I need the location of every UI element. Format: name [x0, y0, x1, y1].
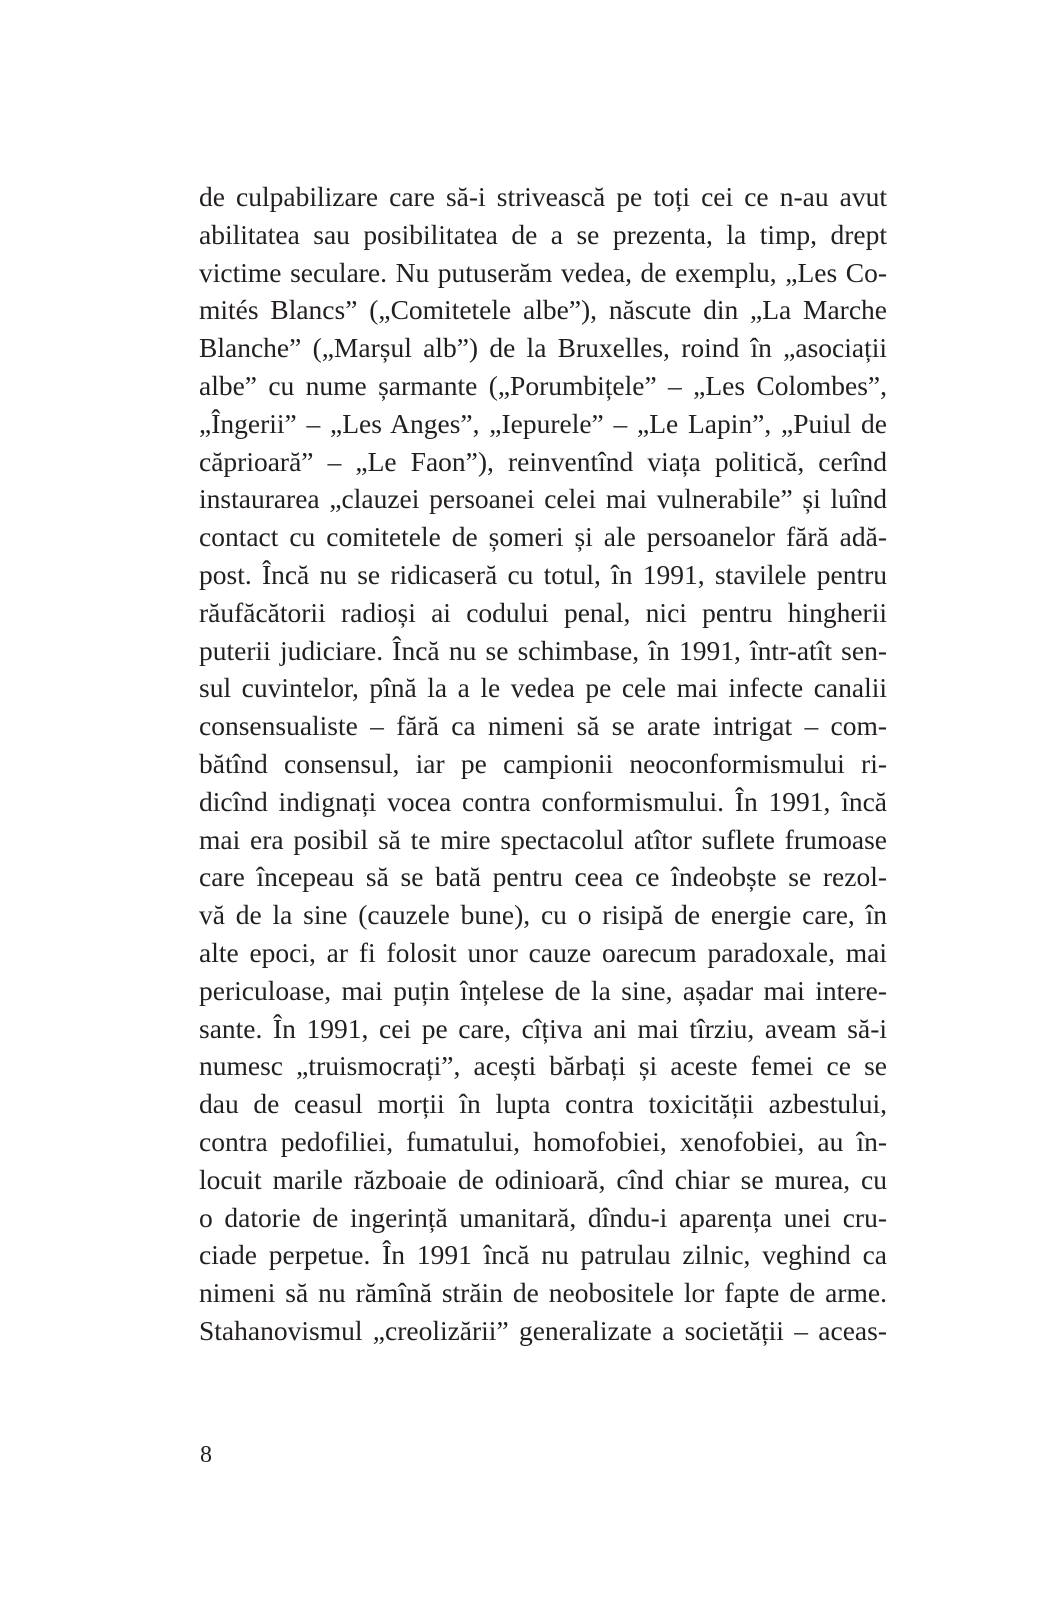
- text-line: nimeni să nu rămînă străin de neobositele lor fapte de arme.: [199, 1277, 887, 1309]
- text-line: locuit marile războaie de odinioară, cînd chiar se murea, cu: [199, 1163, 887, 1195]
- page-number: 8: [200, 1442, 212, 1468]
- text-line: sante. În 1991, cei pe care, cîțiva ani mai tîrziu, aveam să-i: [199, 1012, 887, 1044]
- text-line: contra pedofiliei, fumatului, homofobiei, xenofobiei, au în-: [199, 1125, 887, 1157]
- text-line: abilitatea sau posibilitatea de a se prezenta, la timp, drept: [199, 218, 887, 250]
- text-line: consensualiste – fără ca nimeni să se arate intrigat – com-: [199, 710, 887, 742]
- text-line: căprioară” – „Le Faon”), reinventînd viața politică, cerînd: [199, 445, 887, 477]
- text-line: Blanche” („Marșul alb”) de la Bruxelles, roind în „asociații: [199, 332, 887, 364]
- text-line: dicînd indignați vocea contra conformismului. În 1991, încă: [199, 785, 887, 817]
- text-line: vă de la sine (cauzele bune), cu o risipă de energie care, în: [199, 899, 887, 931]
- text-line: „Îngerii” – „Les Anges”, „Iepurele” – „Le Lapin”, „Puiul de: [199, 407, 887, 439]
- text-line: albe” cu nume șarmante („Porumbițele” – „Les Colombes”,: [199, 369, 887, 401]
- body-text: [199, 178, 887, 1350]
- text-line: alte epoci, ar fi folosit unor cauze oarecum paradoxale, mai: [199, 936, 887, 968]
- text-line: post. Încă nu se ridicaseră cu totul, în 1991, stavilele pentru: [199, 558, 887, 590]
- text-line: Stahanovismul „creolizării” generalizate a societății – aceas-: [199, 1314, 887, 1346]
- text-line: victime seculare. Nu putuserăm vedea, de exemplu, „Les Co-: [199, 256, 887, 288]
- text-line: puterii judiciare. Încă nu se schimbase, în 1991, într-atît sen-: [199, 634, 887, 666]
- text-line: dau de ceasul morții în lupta contra toxicității azbestului,: [199, 1088, 887, 1120]
- text-line: numesc „truismocrați”, acești bărbați și aceste femei ce se: [199, 1050, 887, 1082]
- text-line: instaurarea „clauzei persoanei celei mai vulnerabile” și luînd: [199, 483, 887, 515]
- text-line: mai era posibil să te mire spectacolul atîtor suflete frumoase: [199, 823, 887, 855]
- text-line: o datorie de ingerință umanitară, dîndu-i aparența unei cru-: [199, 1201, 887, 1233]
- text-line: care începeau să se bată pentru ceea ce îndeobște se rezol-: [199, 861, 887, 893]
- text-line: bătînd consensul, iar pe campionii neoconformismului ri-: [199, 747, 887, 779]
- text-line: de culpabilizare care să-i strivească pe toți cei ce n-au avut: [199, 181, 887, 212]
- text-line: sul cuvintelor, pînă la a le vedea pe cele mai infecte canalii: [199, 672, 887, 704]
- text-line: ciade perpetue. În 1991 încă nu patrulau zilnic, veghind ca: [199, 1239, 887, 1271]
- text-line: răufăcătorii radioși ai codului penal, nici pentru hingherii: [199, 596, 887, 628]
- text-line: mités Blancs” („Comitetele albe”), născute din „La Marche: [199, 294, 887, 326]
- text-line: periculoase, mai puțin înțelese de la sine, așadar mai intere-: [199, 974, 887, 1006]
- text-line: contact cu comitetele de șomeri și ale persoanelor fără adă-: [199, 521, 887, 553]
